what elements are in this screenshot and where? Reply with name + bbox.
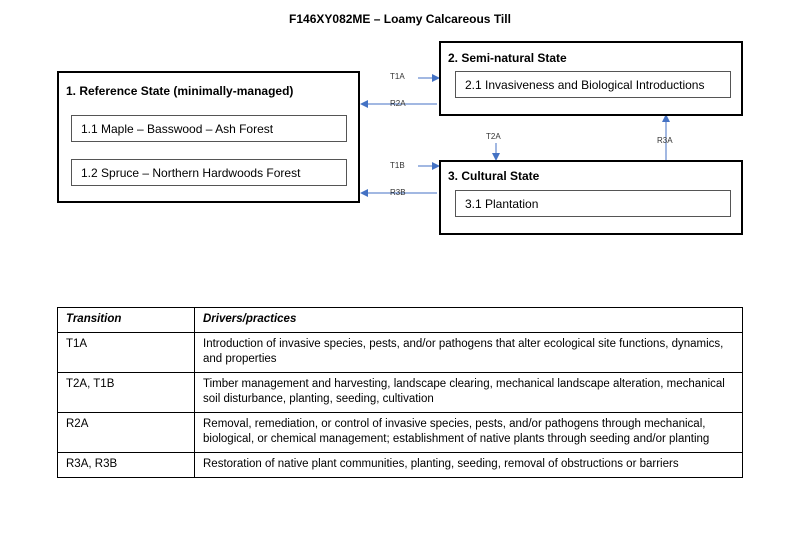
phase-1-1: 1.1 Maple – Basswood – Ash Forest	[71, 115, 347, 142]
label-t1b: T1B	[390, 161, 405, 170]
label-r2a: R2A	[390, 99, 406, 108]
transition-cell: T2A, T1B	[58, 373, 195, 413]
state-cultural	[439, 160, 743, 235]
drivers-table	[57, 307, 743, 478]
state-semi-natural	[439, 41, 743, 116]
table-row	[58, 413, 743, 453]
label-t1a: T1A	[390, 72, 405, 81]
state-title: 1. Reference State (minimally-managed)	[66, 84, 294, 98]
state-title: 2. Semi-natural State	[448, 51, 567, 65]
phase-2-1: 2.1 Invasiveness and Biological Introductions	[455, 71, 731, 98]
state-reference	[57, 71, 360, 203]
drivers-cell: Removal, remediation, or control of invasive species, pests, and/or pathogens through mechanical, biological, or chemical management; establishment of native plants through seeding and/or planting	[195, 413, 743, 453]
label-r3a: R3A	[657, 136, 673, 145]
header-drivers: Drivers/practices	[195, 308, 743, 333]
drivers-cell: Restoration of native plant communities, planting, seeding, removal of obstructions or barriers	[195, 453, 743, 478]
table-row	[58, 373, 743, 413]
table-header-row	[58, 308, 743, 333]
label-r3b: R3B	[390, 188, 406, 197]
table-row	[58, 453, 743, 478]
drivers-cell: Timber management and harvesting, landscape clearing, mechanical landscape alteration, mechanical soil disturbance, planting, seeding, cultivation	[195, 373, 743, 413]
table-row	[58, 333, 743, 373]
header-transition: Transition	[58, 308, 195, 333]
drivers-cell: Introduction of invasive species, pests, and/or pathogens that alter ecological site functions, dynamics, and properties	[195, 333, 743, 373]
phase-1-2: 1.2 Spruce – Northern Hardwoods Forest	[71, 159, 347, 186]
transition-cell: R3A, R3B	[58, 453, 195, 478]
label-t2a: T2A	[486, 132, 501, 141]
diagram-title: F146XY082ME – Loamy Calcareous Till	[289, 12, 511, 26]
transition-cell: T1A	[58, 333, 195, 373]
transition-cell: R2A	[58, 413, 195, 453]
state-title: 3. Cultural State	[448, 169, 540, 183]
phase-3-1: 3.1 Plantation	[455, 190, 731, 217]
